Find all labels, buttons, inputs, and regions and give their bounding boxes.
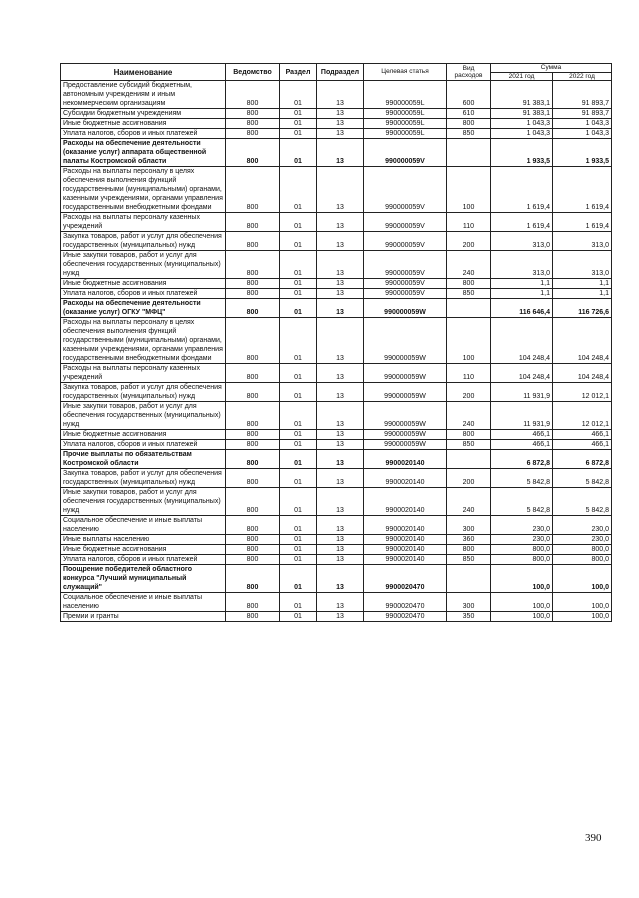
table-row bbox=[61, 565, 612, 593]
row-type: 850 bbox=[447, 289, 491, 299]
row-subsection: 13 bbox=[317, 139, 364, 167]
row-subsection: 13 bbox=[317, 402, 364, 430]
row-name: Иные закупки товаров, работ и услуг для обеспечения государственных (муниципальных) нужд bbox=[61, 402, 226, 430]
row-sum-2021: 100,0 bbox=[491, 565, 553, 593]
row-target: 9900020470 bbox=[364, 612, 447, 622]
row-name: Уплата налогов, сборов и иных платежей bbox=[61, 555, 226, 565]
row-dept: 800 bbox=[226, 167, 280, 213]
row-target: 990000059V bbox=[364, 251, 447, 279]
row-sum-2022: 800,0 bbox=[553, 555, 612, 565]
table-row bbox=[61, 383, 612, 402]
row-sum-2022: 116 726,6 bbox=[553, 299, 612, 318]
row-target: 990000059L bbox=[364, 109, 447, 119]
budget-table bbox=[60, 63, 612, 622]
row-subsection: 13 bbox=[317, 81, 364, 109]
table-row bbox=[61, 129, 612, 139]
row-name: Иные бюджетные ассигнования bbox=[61, 119, 226, 129]
row-dept: 800 bbox=[226, 109, 280, 119]
budget-table-sheet bbox=[60, 63, 611, 622]
row-dept: 800 bbox=[226, 129, 280, 139]
row-subsection: 13 bbox=[317, 289, 364, 299]
row-type: 200 bbox=[447, 383, 491, 402]
row-target: 9900020470 bbox=[364, 565, 447, 593]
row-section: 01 bbox=[280, 129, 317, 139]
header-dept: Ведомство bbox=[226, 64, 280, 81]
row-section: 01 bbox=[280, 232, 317, 251]
row-subsection: 13 bbox=[317, 129, 364, 139]
row-name: Премии и гранты bbox=[61, 612, 226, 622]
row-sum-2022: 100,0 bbox=[553, 612, 612, 622]
table-row bbox=[61, 450, 612, 469]
row-dept: 800 bbox=[226, 565, 280, 593]
row-type: 850 bbox=[447, 129, 491, 139]
row-subsection: 13 bbox=[317, 430, 364, 440]
row-section: 01 bbox=[280, 402, 317, 430]
row-name: Расходы на выплаты персоналу в целях обеспечения выполнения функций государственными (муниципальными) органами, казенными учреждениями, органами управления государственными внебюджетными фондами bbox=[61, 167, 226, 213]
row-type: 350 bbox=[447, 612, 491, 622]
row-subsection: 13 bbox=[317, 440, 364, 450]
row-type: 240 bbox=[447, 251, 491, 279]
row-target: 9900020140 bbox=[364, 469, 447, 488]
row-sum-2022: 104 248,4 bbox=[553, 364, 612, 383]
row-section: 01 bbox=[280, 364, 317, 383]
row-sum-2022: 1,1 bbox=[553, 289, 612, 299]
table-row bbox=[61, 289, 612, 299]
row-subsection: 13 bbox=[317, 565, 364, 593]
row-target: 9900020140 bbox=[364, 516, 447, 535]
row-type: 100 bbox=[447, 167, 491, 213]
row-target: 990000059W bbox=[364, 383, 447, 402]
row-subsection: 13 bbox=[317, 593, 364, 612]
table-row bbox=[61, 593, 612, 612]
row-sum-2021: 313,0 bbox=[491, 232, 553, 251]
row-section: 01 bbox=[280, 535, 317, 545]
row-target: 9900020140 bbox=[364, 535, 447, 545]
row-name: Поощрение победителей областного конкурса "Лучший муниципальный служащий" bbox=[61, 565, 226, 593]
row-sum-2022: 91 893,7 bbox=[553, 81, 612, 109]
row-section: 01 bbox=[280, 612, 317, 622]
row-subsection: 13 bbox=[317, 119, 364, 129]
row-sum-2021: 6 872,8 bbox=[491, 450, 553, 469]
row-name: Закупка товаров, работ и услуг для обеспечения государственных (муниципальных) нужд bbox=[61, 383, 226, 402]
row-type: 200 bbox=[447, 232, 491, 251]
row-target: 990000059L bbox=[364, 119, 447, 129]
row-subsection: 13 bbox=[317, 279, 364, 289]
row-section: 01 bbox=[280, 516, 317, 535]
row-subsection: 13 bbox=[317, 545, 364, 555]
row-section: 01 bbox=[280, 119, 317, 129]
row-sum-2022: 91 893,7 bbox=[553, 109, 612, 119]
row-name: Субсидии бюджетным учреждениям bbox=[61, 109, 226, 119]
row-sum-2021: 313,0 bbox=[491, 251, 553, 279]
row-section: 01 bbox=[280, 450, 317, 469]
row-subsection: 13 bbox=[317, 488, 364, 516]
row-target: 990000059V bbox=[364, 213, 447, 232]
row-subsection: 13 bbox=[317, 167, 364, 213]
row-type bbox=[447, 565, 491, 593]
row-dept: 800 bbox=[226, 251, 280, 279]
row-sum-2022: 12 012,1 bbox=[553, 402, 612, 430]
table-row bbox=[61, 318, 612, 364]
header-sum: Сумма bbox=[491, 64, 612, 73]
row-sum-2022: 230,0 bbox=[553, 516, 612, 535]
row-target: 990000059L bbox=[364, 81, 447, 109]
row-sum-2022: 800,0 bbox=[553, 545, 612, 555]
row-name: Иные бюджетные ассигнования bbox=[61, 430, 226, 440]
header-type: Вид расходов bbox=[447, 64, 491, 81]
table-row bbox=[61, 232, 612, 251]
row-section: 01 bbox=[280, 545, 317, 555]
row-type bbox=[447, 450, 491, 469]
table-row bbox=[61, 139, 612, 167]
header-section: Раздел bbox=[280, 64, 317, 81]
row-sum-2021: 1 619,4 bbox=[491, 213, 553, 232]
row-dept: 800 bbox=[226, 516, 280, 535]
row-name: Расходы на выплаты персоналу в целях обеспечения выполнения функций государственными (муниципальными) органами, казенными учреждениями, органами управления государственными внебюджетными фондами bbox=[61, 318, 226, 364]
row-section: 01 bbox=[280, 383, 317, 402]
row-name: Иные выплаты населению bbox=[61, 535, 226, 545]
row-sum-2021: 104 248,4 bbox=[491, 318, 553, 364]
row-dept: 800 bbox=[226, 555, 280, 565]
row-target: 990000059W bbox=[364, 402, 447, 430]
row-target: 9900020470 bbox=[364, 593, 447, 612]
row-name: Социальное обеспечение и иные выплаты населению bbox=[61, 516, 226, 535]
table-row bbox=[61, 402, 612, 430]
row-type: 850 bbox=[447, 440, 491, 450]
row-subsection: 13 bbox=[317, 469, 364, 488]
row-name: Социальное обеспечение и иные выплаты населению bbox=[61, 593, 226, 612]
row-sum-2021: 104 248,4 bbox=[491, 364, 553, 383]
row-target: 990000059W bbox=[364, 364, 447, 383]
row-name: Иные закупки товаров, работ и услуг для обеспечения государственных (муниципальных) нужд bbox=[61, 488, 226, 516]
table-body bbox=[61, 81, 612, 622]
row-sum-2022: 104 248,4 bbox=[553, 318, 612, 364]
row-sum-2021: 5 842,8 bbox=[491, 488, 553, 516]
row-type: 100 bbox=[447, 318, 491, 364]
row-section: 01 bbox=[280, 81, 317, 109]
table-row bbox=[61, 612, 612, 622]
row-sum-2021: 11 931,9 bbox=[491, 383, 553, 402]
row-name: Расходы на выплаты персоналу казенных учреждений bbox=[61, 364, 226, 383]
header-target: Целевая статья bbox=[364, 64, 447, 81]
row-dept: 800 bbox=[226, 81, 280, 109]
row-dept: 800 bbox=[226, 289, 280, 299]
row-name: Иные бюджетные ассигнования bbox=[61, 545, 226, 555]
table-row bbox=[61, 535, 612, 545]
row-sum-2022: 12 012,1 bbox=[553, 383, 612, 402]
row-sum-2021: 1 043,3 bbox=[491, 119, 553, 129]
row-target: 9900020140 bbox=[364, 545, 447, 555]
row-name: Закупка товаров, работ и услуг для обеспечения государственных (муниципальных) нужд bbox=[61, 469, 226, 488]
row-type: 800 bbox=[447, 430, 491, 440]
row-subsection: 13 bbox=[317, 555, 364, 565]
row-section: 01 bbox=[280, 469, 317, 488]
row-type: 800 bbox=[447, 119, 491, 129]
row-sum-2021: 5 842,8 bbox=[491, 469, 553, 488]
table-row bbox=[61, 251, 612, 279]
row-target: 990000059V bbox=[364, 279, 447, 289]
row-subsection: 13 bbox=[317, 383, 364, 402]
row-type: 850 bbox=[447, 555, 491, 565]
row-section: 01 bbox=[280, 555, 317, 565]
row-section: 01 bbox=[280, 251, 317, 279]
row-type: 800 bbox=[447, 279, 491, 289]
row-subsection: 13 bbox=[317, 299, 364, 318]
table-row bbox=[61, 119, 612, 129]
row-sum-2021: 91 383,1 bbox=[491, 109, 553, 119]
row-target: 990000059L bbox=[364, 129, 447, 139]
row-section: 01 bbox=[280, 279, 317, 289]
row-subsection: 13 bbox=[317, 535, 364, 545]
row-sum-2022: 100,0 bbox=[553, 565, 612, 593]
table-row bbox=[61, 516, 612, 535]
table-row bbox=[61, 555, 612, 565]
row-dept: 800 bbox=[226, 593, 280, 612]
row-sum-2021: 100,0 bbox=[491, 612, 553, 622]
row-section: 01 bbox=[280, 593, 317, 612]
row-dept: 800 bbox=[226, 402, 280, 430]
row-sum-2022: 1 619,4 bbox=[553, 213, 612, 232]
row-sum-2022: 466,1 bbox=[553, 430, 612, 440]
header-2022: 2022 год bbox=[553, 72, 612, 81]
row-section: 01 bbox=[280, 488, 317, 516]
row-dept: 800 bbox=[226, 440, 280, 450]
row-sum-2021: 466,1 bbox=[491, 430, 553, 440]
row-sum-2021: 1 619,4 bbox=[491, 167, 553, 213]
row-dept: 800 bbox=[226, 612, 280, 622]
table-row bbox=[61, 440, 612, 450]
row-target: 990000059V bbox=[364, 167, 447, 213]
row-target: 990000059V bbox=[364, 232, 447, 251]
row-target: 990000059W bbox=[364, 430, 447, 440]
row-type: 800 bbox=[447, 545, 491, 555]
row-type: 110 bbox=[447, 364, 491, 383]
table-row bbox=[61, 545, 612, 555]
row-dept: 800 bbox=[226, 139, 280, 167]
row-dept: 800 bbox=[226, 535, 280, 545]
row-sum-2021: 1,1 bbox=[491, 289, 553, 299]
row-name: Уплата налогов, сборов и иных платежей bbox=[61, 440, 226, 450]
row-type: 610 bbox=[447, 109, 491, 119]
row-sum-2022: 230,0 bbox=[553, 535, 612, 545]
row-subsection: 13 bbox=[317, 364, 364, 383]
row-name: Иные бюджетные ассигнования bbox=[61, 279, 226, 289]
row-sum-2021: 230,0 bbox=[491, 535, 553, 545]
row-sum-2021: 800,0 bbox=[491, 545, 553, 555]
row-type: 240 bbox=[447, 402, 491, 430]
page-number: 390 bbox=[585, 832, 602, 844]
row-subsection: 13 bbox=[317, 109, 364, 119]
row-subsection: 13 bbox=[317, 318, 364, 364]
row-sum-2021: 1 043,3 bbox=[491, 129, 553, 139]
row-sum-2022: 313,0 bbox=[553, 232, 612, 251]
row-sum-2022: 5 842,8 bbox=[553, 488, 612, 516]
row-sum-2022: 1 933,5 bbox=[553, 139, 612, 167]
table-header bbox=[61, 64, 612, 81]
row-sum-2021: 11 931,9 bbox=[491, 402, 553, 430]
row-type: 600 bbox=[447, 81, 491, 109]
row-section: 01 bbox=[280, 109, 317, 119]
row-section: 01 bbox=[280, 430, 317, 440]
row-sum-2022: 5 842,8 bbox=[553, 469, 612, 488]
row-type bbox=[447, 139, 491, 167]
table-row bbox=[61, 488, 612, 516]
row-subsection: 13 bbox=[317, 516, 364, 535]
row-sum-2021: 1,1 bbox=[491, 279, 553, 289]
row-sum-2021: 100,0 bbox=[491, 593, 553, 612]
row-name: Расходы на обеспечение деятельности (оказание услуг) аппарата общественной палаты Костромской области bbox=[61, 139, 226, 167]
table-row bbox=[61, 299, 612, 318]
row-section: 01 bbox=[280, 167, 317, 213]
row-target: 9900020140 bbox=[364, 488, 447, 516]
row-name: Предоставление субсидий бюджетным, автономным учреждениям и иным некоммерческим организациям bbox=[61, 81, 226, 109]
row-target: 990000059V bbox=[364, 289, 447, 299]
header-name: Наименование bbox=[61, 64, 226, 81]
table-row bbox=[61, 167, 612, 213]
table-row bbox=[61, 430, 612, 440]
row-target: 9900020140 bbox=[364, 450, 447, 469]
row-target: 990000059W bbox=[364, 318, 447, 364]
row-section: 01 bbox=[280, 213, 317, 232]
row-section: 01 bbox=[280, 440, 317, 450]
row-sum-2022: 466,1 bbox=[553, 440, 612, 450]
row-name: Иные закупки товаров, работ и услуг для обеспечения государственных (муниципальных) нужд bbox=[61, 251, 226, 279]
row-dept: 800 bbox=[226, 450, 280, 469]
row-target: 990000059W bbox=[364, 440, 447, 450]
row-subsection: 13 bbox=[317, 612, 364, 622]
table-row bbox=[61, 81, 612, 109]
row-name: Уплата налогов, сборов и иных платежей bbox=[61, 129, 226, 139]
row-sum-2021: 91 383,1 bbox=[491, 81, 553, 109]
table-row bbox=[61, 213, 612, 232]
row-sum-2022: 1,1 bbox=[553, 279, 612, 289]
row-dept: 800 bbox=[226, 232, 280, 251]
row-section: 01 bbox=[280, 565, 317, 593]
row-type: 360 bbox=[447, 535, 491, 545]
row-dept: 800 bbox=[226, 488, 280, 516]
row-dept: 800 bbox=[226, 383, 280, 402]
row-sum-2021: 466,1 bbox=[491, 440, 553, 450]
row-dept: 800 bbox=[226, 119, 280, 129]
row-dept: 800 bbox=[226, 430, 280, 440]
table-row bbox=[61, 109, 612, 119]
row-name: Закупка товаров, работ и услуг для обеспечения государственных (муниципальных) нужд bbox=[61, 232, 226, 251]
row-section: 01 bbox=[280, 318, 317, 364]
row-target: 990000059W bbox=[364, 299, 447, 318]
row-subsection: 13 bbox=[317, 213, 364, 232]
row-dept: 800 bbox=[226, 469, 280, 488]
row-type: 240 bbox=[447, 488, 491, 516]
row-sum-2021: 1 933,5 bbox=[491, 139, 553, 167]
row-target: 990000059V bbox=[364, 139, 447, 167]
row-name: Прочие выплаты по обязательствам Костромской области bbox=[61, 450, 226, 469]
row-sum-2022: 6 872,8 bbox=[553, 450, 612, 469]
row-name: Расходы на обеспечение деятельности (оказание услуг) ОГКУ "МФЦ" bbox=[61, 299, 226, 318]
row-type bbox=[447, 299, 491, 318]
row-dept: 800 bbox=[226, 364, 280, 383]
row-section: 01 bbox=[280, 139, 317, 167]
row-dept: 800 bbox=[226, 545, 280, 555]
row-dept: 800 bbox=[226, 213, 280, 232]
row-sum-2022: 1 619,4 bbox=[553, 167, 612, 213]
row-dept: 800 bbox=[226, 299, 280, 318]
row-subsection: 13 bbox=[317, 232, 364, 251]
row-sum-2022: 1 043,3 bbox=[553, 119, 612, 129]
row-section: 01 bbox=[280, 289, 317, 299]
header-subsection: Подраздел bbox=[317, 64, 364, 81]
row-sum-2021: 800,0 bbox=[491, 555, 553, 565]
table-row bbox=[61, 279, 612, 289]
row-subsection: 13 bbox=[317, 450, 364, 469]
row-type: 200 bbox=[447, 469, 491, 488]
row-type: 300 bbox=[447, 516, 491, 535]
row-name: Уплата налогов, сборов и иных платежей bbox=[61, 289, 226, 299]
row-section: 01 bbox=[280, 299, 317, 318]
row-sum-2021: 116 646,4 bbox=[491, 299, 553, 318]
row-type: 110 bbox=[447, 213, 491, 232]
row-sum-2022: 1 043,3 bbox=[553, 129, 612, 139]
row-subsection: 13 bbox=[317, 251, 364, 279]
header-2021: 2021 год bbox=[491, 72, 553, 81]
row-sum-2021: 230,0 bbox=[491, 516, 553, 535]
row-sum-2022: 100,0 bbox=[553, 593, 612, 612]
table-row bbox=[61, 469, 612, 488]
table-row bbox=[61, 364, 612, 383]
row-sum-2022: 313,0 bbox=[553, 251, 612, 279]
row-name: Расходы на выплаты персоналу казенных учреждений bbox=[61, 213, 226, 232]
row-target: 9900020140 bbox=[364, 555, 447, 565]
row-dept: 800 bbox=[226, 318, 280, 364]
row-dept: 800 bbox=[226, 279, 280, 289]
row-type: 300 bbox=[447, 593, 491, 612]
